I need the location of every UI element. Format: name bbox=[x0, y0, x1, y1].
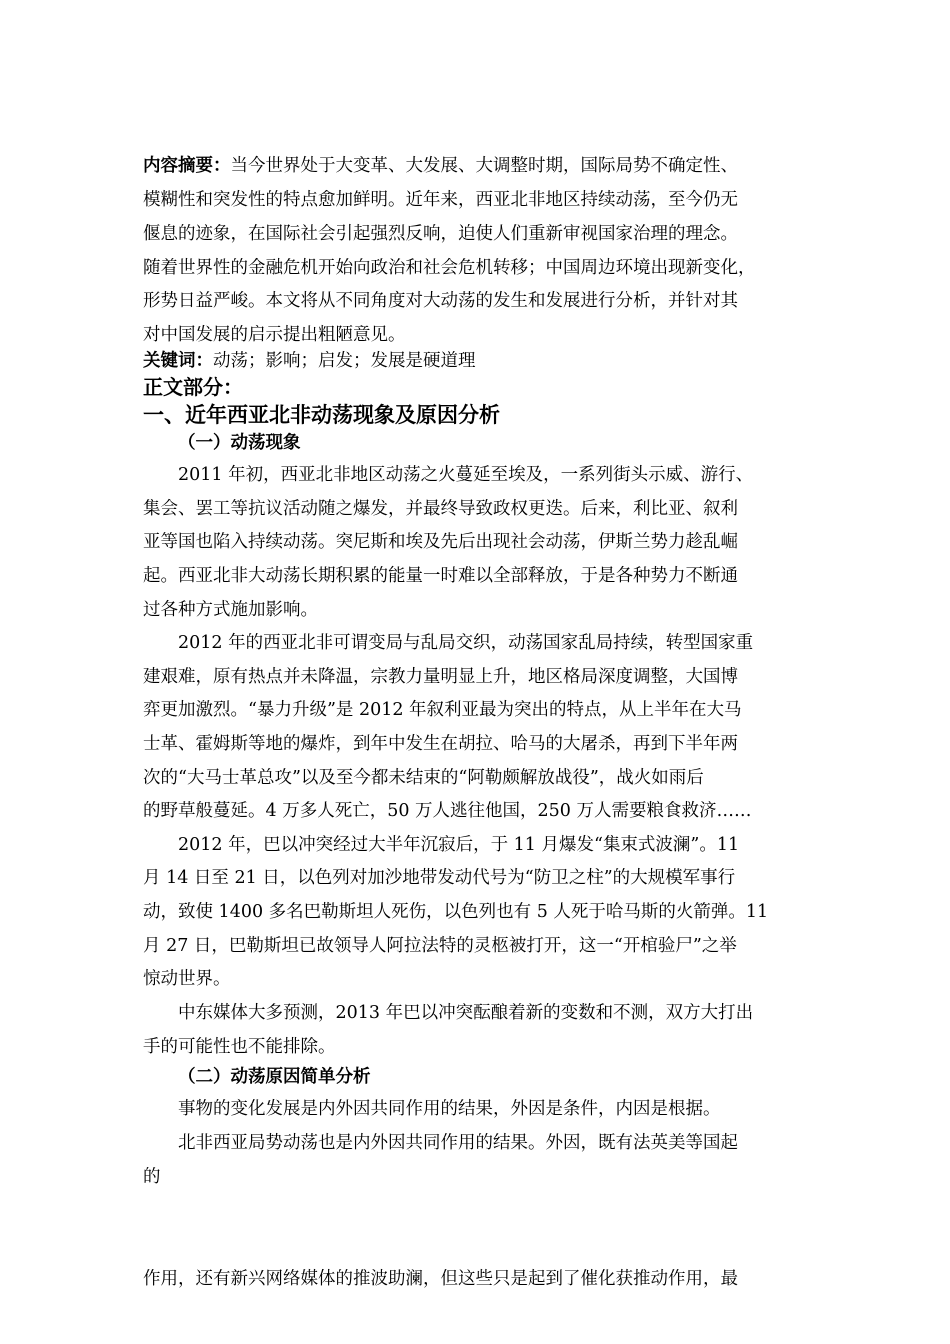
abstract-line: 随着世界性的金融危机开始向政治和社会危机转移；中国周边环境出现新变化， bbox=[143, 258, 756, 278]
paragraph-line: 北非西亚局势动荡也是内外因共同作用的结果。外因，既有法英美等国起 bbox=[178, 1133, 738, 1153]
abstract-line: 形势日益严峻。本文将从不同角度对大动荡的发生和发展进行分析，并针对其 bbox=[143, 291, 738, 311]
paragraph-line: 集会、罢工等抗议活动随之爆发，并最终导致政权更迭。后来，利比亚、叙利 bbox=[143, 499, 738, 519]
paragraph-line: 次的“大马士革总攻”以及至今都未结束的“阿勒颇解放战役”，战火如雨后 bbox=[143, 768, 704, 788]
paragraph-line: 的野草般蔓延。4 万多人死亡，50 万人逃往他国，250 万人需要粮食救济…… bbox=[143, 801, 752, 821]
paragraph-line: 亚等国也陷入持续动荡。突尼斯和埃及先后出现社会动荡，伊斯兰势力趁乱崛 bbox=[143, 532, 738, 552]
paragraph-line: 士革、霍姆斯等地的爆炸，到年中发生在胡拉、哈马的大屠杀，再到下半年两 bbox=[143, 734, 738, 754]
paragraph-line: 月 27 日，巴勒斯坦已故领导人阿拉法特的灵柩被打开，这一“开棺验尸”之举 bbox=[143, 936, 737, 956]
abstract-line bbox=[143, 151, 818, 181]
paragraph-line: 的 bbox=[143, 1167, 161, 1187]
keywords-label: 关键词： bbox=[143, 351, 213, 371]
abstract-label: 内容摘要： bbox=[143, 156, 231, 176]
subsection-title: （二）动荡原因简单分析 bbox=[178, 1067, 371, 1087]
subsection-title: （一）动荡现象 bbox=[178, 433, 301, 453]
paragraph-line: 月 14 日至 21 日，以色列对加沙地带发动代号为“防卫之柱”的大规模军事行 bbox=[143, 868, 736, 888]
paragraph-line: 过各种方式施加影响。 bbox=[143, 600, 318, 620]
paragraph-line: 2011 年初，西亚北非地区动荡之火蔓延至埃及，一系列街头示威、游行、 bbox=[178, 465, 754, 485]
abstract-line: 偃息的迹象，在国际社会引起强烈反响，迫使人们重新审视国家治理的理念。 bbox=[143, 224, 738, 244]
paragraph-line: 弈更加激烈。“暴力升级”是 2012 年叙利亚最为突出的特点，从上半年在大马 bbox=[143, 700, 742, 720]
paragraph-line: 事物的变化发展是内外因共同作用的结果，外因是条件，内因是根据。 bbox=[178, 1099, 721, 1119]
body-heading: 正文部分： bbox=[143, 375, 243, 399]
paragraph-line: 手的可能性也不能排除。 bbox=[143, 1037, 336, 1057]
paragraph-line: 2012 年的西亚北非可谓变局与乱局交织，动荡国家乱局持续，转型国家重 bbox=[178, 633, 754, 653]
paragraph-line: 2012 年，巴以冲突经过大半年沉寂后，于 11 月爆发“集束式波澜”。11 bbox=[178, 835, 740, 855]
abstract-line: 模糊性和突发性的特点愈加鲜明。近年来，西亚北非地区持续动荡，至今仍无 bbox=[143, 190, 738, 210]
paragraph-line: 起。西亚北非大动荡长期积累的能量一时难以全部释放，于是各种势力不断通 bbox=[143, 566, 738, 586]
paragraph-line: 作用，还有新兴网络媒体的推波助澜，但这些只是起到了催化获推动作用，最 bbox=[143, 1269, 738, 1289]
abstract-text: 当今世界处于大变革、大发展、大调整时期，国际局势不确定性、 bbox=[230, 156, 738, 176]
abstract-line: 对中国发展的启示提出粗陋意见。 bbox=[143, 325, 406, 345]
paragraph-line: 动，致使 1400 多名巴勒斯坦人死伤，以色列也有 5 人死于哈马斯的火箭弹。11 bbox=[143, 902, 769, 922]
paragraph-line: 中东媒体大多预测，2013 年巴以冲突酝酿着新的变数和不测，双方大打出 bbox=[178, 1003, 754, 1023]
paragraph-line: 建艰难，原有热点并未降温，宗教力量明显上升，地区格局深度调整，大国博 bbox=[143, 667, 738, 687]
section-title: 一、近年西亚北非动荡现象及原因分析 bbox=[143, 403, 500, 427]
paragraph-line: 惊动世界。 bbox=[143, 969, 231, 989]
keywords-text: 动荡；影响；启发；发展是硬道理 bbox=[213, 351, 476, 371]
